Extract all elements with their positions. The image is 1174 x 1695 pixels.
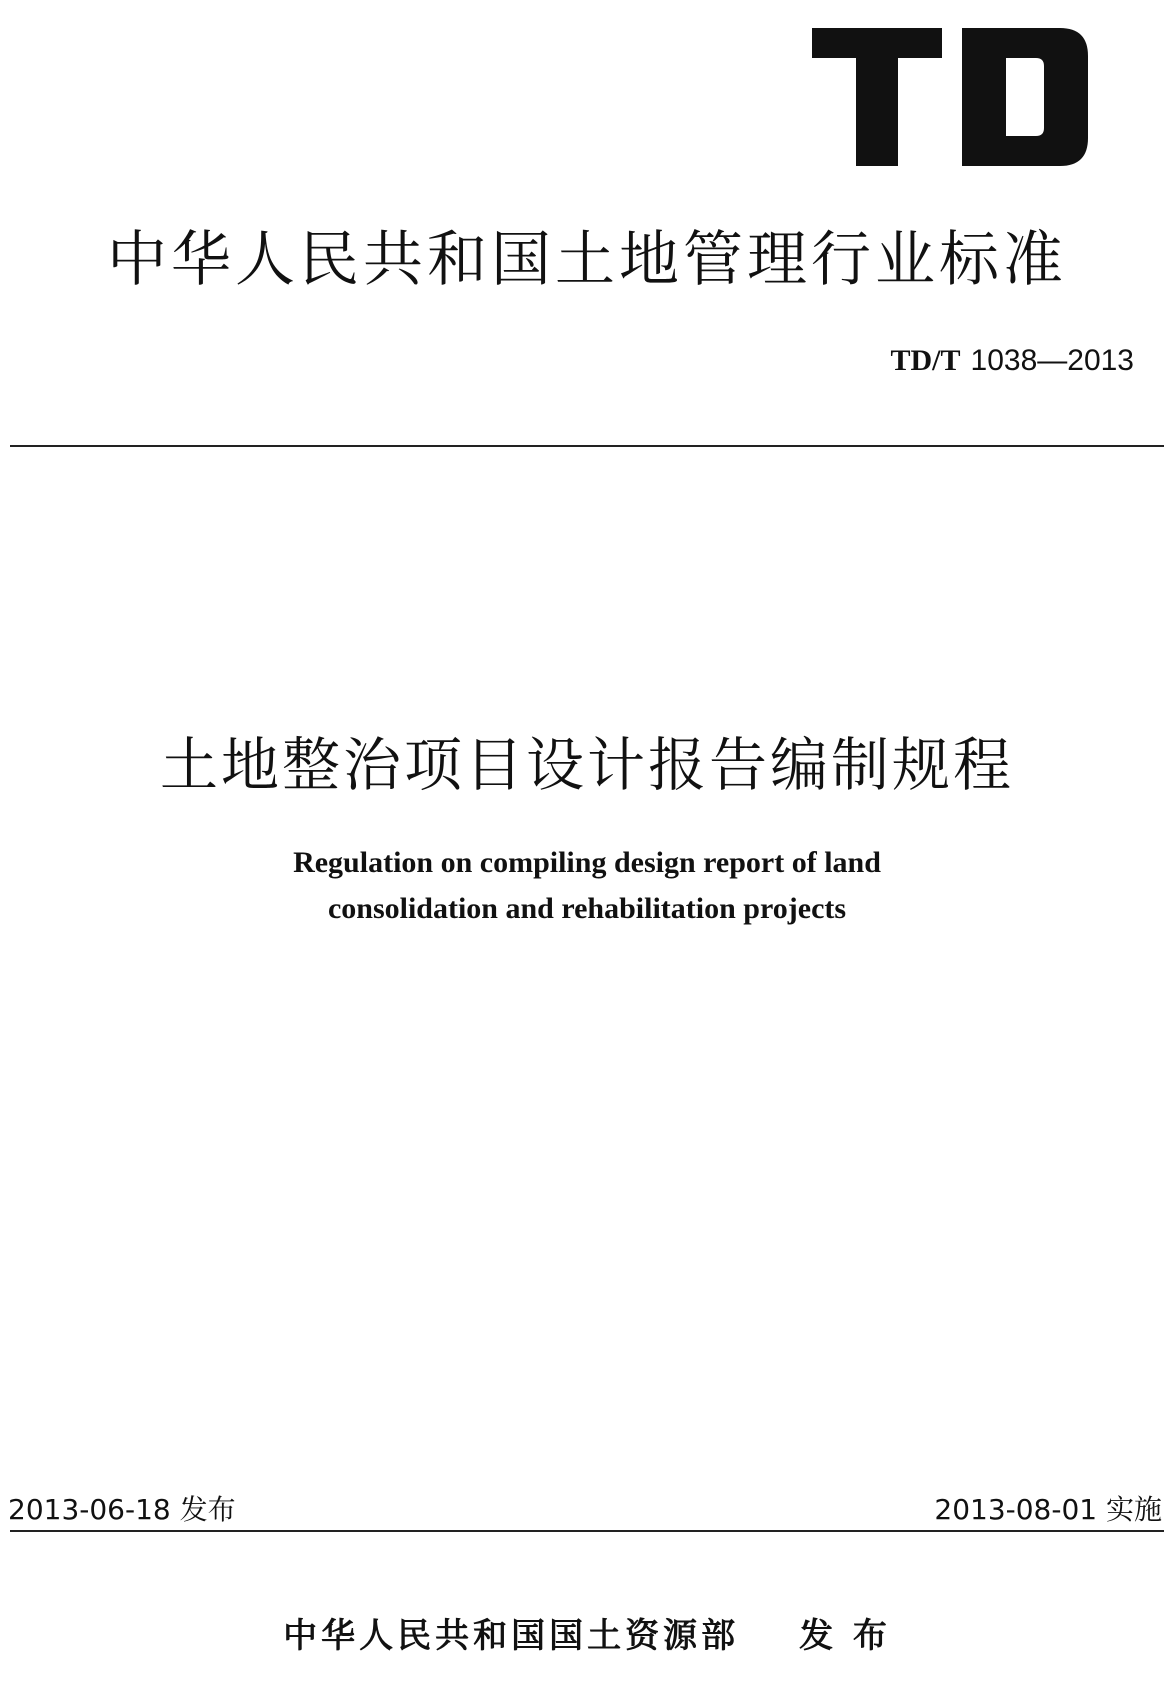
td-logo <box>812 22 1092 166</box>
issue-date: 2013-06-18 发布 <box>8 1493 236 1526</box>
standard-code: TD/T <box>890 344 961 377</box>
implementation-date: 2013-08-01 实施 <box>934 1493 1162 1526</box>
document-title-english-line1: Regulation on compiling design report of land <box>293 846 881 879</box>
td-logo-icon <box>812 22 1092 166</box>
document-title-english <box>0 840 1174 932</box>
issuing-authority <box>0 1608 1174 1657</box>
top-divider <box>10 445 1164 447</box>
standard-number-value: 1038—2013 <box>970 344 1134 377</box>
td-logo-text <box>1092 22 1093 23</box>
issuer-action: 发 布 <box>799 1616 891 1656</box>
document-title-english-line2: consolidation and rehabilitation projects <box>327 892 847 925</box>
standard-category: 中华人民共和国土地管理行业标准 <box>107 225 1067 295</box>
issuer-name: 中华人民共和国国土资源部 <box>283 1616 740 1656</box>
standard-number <box>890 344 1134 378</box>
document-title-chinese: 土地整治项目设计报告编制规程 <box>159 731 1014 799</box>
bottom-divider <box>10 1530 1164 1532</box>
